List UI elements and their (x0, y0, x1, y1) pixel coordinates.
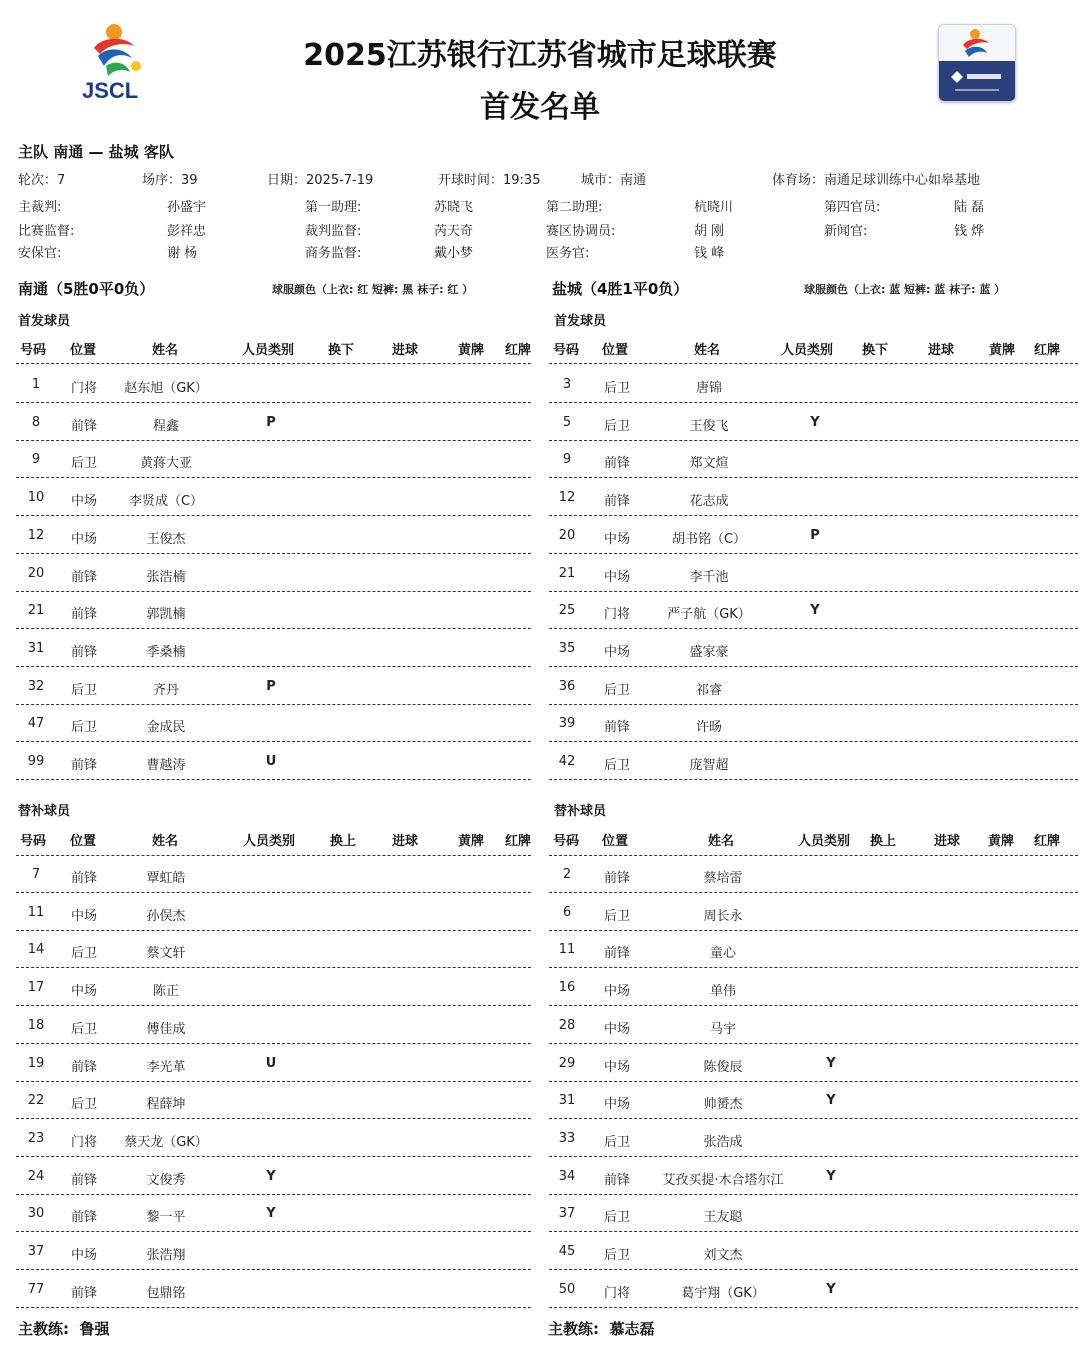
bank-logo-icon (939, 61, 1015, 101)
player-name: 郑文煊 (689, 456, 729, 472)
page-header (0, 0, 1080, 130)
player-number: 12 (27, 527, 45, 543)
row-divider (549, 591, 1078, 592)
player-number: 99 (27, 754, 45, 769)
row-divider (16, 553, 531, 554)
away-subs-label: 替补球员 (554, 804, 607, 819)
player-position: 前锋 (70, 607, 98, 623)
column-header: 红牌 (1034, 343, 1061, 358)
date-info: 日期：2025-7-19 (267, 173, 374, 188)
official-role-label: 赛区协调员: (546, 224, 616, 239)
player-category: Y (826, 1093, 836, 1109)
player-name: 许旸 (695, 720, 723, 736)
player-name: 李千池 (689, 569, 729, 585)
player-name: 蔡培雷 (703, 871, 743, 886)
player-number: 8 (31, 414, 41, 430)
player-name: 祁睿 (695, 682, 723, 698)
player-name: 帅赟杰 (703, 1097, 743, 1113)
column-header: 位置 (70, 834, 97, 849)
player-name: 王友聪 (703, 1210, 743, 1226)
player-name: 童心 (709, 946, 737, 962)
city-info: 城市：南通 (581, 173, 647, 188)
player-name: 蔡天龙（GK） (124, 1134, 208, 1150)
row-divider (16, 440, 531, 441)
player-name: 李光革 (146, 1059, 186, 1075)
row-divider (16, 1043, 531, 1044)
player-position: 后卫 (70, 1097, 98, 1113)
player-name: 葛宇翔（GK） (681, 1285, 765, 1301)
row-divider (549, 1081, 1078, 1082)
row-divider (16, 1081, 531, 1082)
player-number: 7 (31, 867, 41, 882)
player-name: 孙俣杰 (146, 908, 186, 924)
official-name: 杭晓川 (694, 200, 734, 215)
player-position: 中场 (70, 531, 98, 547)
player-number: 11 (27, 904, 45, 920)
column-header: 换下 (328, 343, 355, 358)
official-name: 孙盛宇 (167, 200, 207, 215)
player-name: 陈俊辰 (703, 1059, 743, 1075)
row-divider (16, 402, 531, 403)
row-divider (549, 741, 1078, 742)
column-header: 进球 (392, 343, 419, 358)
player-name: 刘文杰 (703, 1248, 743, 1263)
row-divider (16, 704, 531, 705)
official-name: 钱 烨 (954, 224, 985, 239)
player-position: 前锋 (70, 758, 98, 773)
home-team-title: 南通（5胜0平0负） (18, 280, 155, 298)
player-position: 后卫 (70, 1021, 98, 1037)
player-name: 严子航（GK） (667, 607, 751, 623)
player-position: 前锋 (603, 720, 631, 736)
header-divider (16, 363, 531, 364)
player-position: 后卫 (603, 381, 631, 396)
player-number: 50 (558, 1281, 576, 1297)
player-category: U (265, 754, 277, 769)
player-name: 曹越涛 (146, 758, 186, 773)
player-name: 文俊秀 (146, 1172, 186, 1188)
row-divider (549, 666, 1078, 667)
column-header: 换上 (870, 834, 897, 849)
header-divider (549, 363, 1078, 364)
row-divider (549, 779, 1078, 780)
column-header: 号码 (553, 343, 580, 358)
player-position: 前锋 (603, 871, 631, 886)
header-divider (549, 855, 1078, 856)
player-number: 32 (27, 678, 45, 694)
official-name: 苏晓飞 (434, 200, 474, 215)
player-number: 35 (558, 640, 576, 656)
column-header: 姓名 (694, 343, 721, 358)
official-role-label: 安保官: (18, 246, 62, 261)
player-number: 19 (27, 1055, 45, 1071)
player-number: 37 (558, 1206, 576, 1222)
player-position: 后卫 (603, 758, 631, 773)
column-header: 红牌 (505, 343, 532, 358)
player-number: 22 (27, 1093, 45, 1109)
row-divider (549, 1118, 1078, 1119)
column-header: 姓名 (708, 834, 735, 849)
player-name: 王俊杰 (146, 531, 186, 547)
player-name: 胡书铭（C） (671, 531, 747, 547)
row-divider (16, 628, 531, 629)
row-divider (549, 1005, 1078, 1006)
row-divider (16, 591, 531, 592)
round-info: 轮次：7 (18, 173, 66, 188)
player-number: 9 (31, 452, 41, 468)
column-header: 换下 (862, 343, 889, 358)
player-number: 20 (27, 565, 45, 581)
official-name: 钱 峰 (694, 246, 725, 261)
player-position: 中场 (603, 569, 631, 585)
row-divider (16, 477, 531, 478)
column-header: 红牌 (1034, 834, 1061, 849)
player-name: 蔡文轩 (146, 946, 186, 962)
player-name: 盛家豪 (689, 644, 729, 660)
row-divider (549, 1194, 1078, 1195)
player-position: 后卫 (603, 1134, 631, 1150)
away-coach-label: 主教练: (548, 1320, 599, 1338)
column-header: 人员类别 (798, 834, 851, 849)
player-number: 12 (558, 490, 576, 506)
player-name: 季桑楠 (146, 644, 186, 660)
player-position: 中场 (70, 984, 98, 1000)
player-position: 中场 (603, 984, 631, 1000)
official-role-label: 商务监督: (305, 246, 362, 261)
player-number: 25 (558, 603, 576, 619)
player-name: 黎一平 (146, 1210, 186, 1226)
player-position: 后卫 (70, 682, 98, 698)
row-divider (16, 1118, 531, 1119)
player-name: 庞智超 (689, 758, 729, 773)
official-name: 芮天奇 (434, 224, 474, 239)
official-name: 陆 磊 (954, 200, 985, 215)
row-divider (549, 1043, 1078, 1044)
official-role-label: 第二助理: (546, 200, 603, 215)
row-divider (16, 1005, 531, 1006)
player-position: 中场 (70, 1248, 98, 1263)
player-category: Y (810, 414, 820, 430)
row-divider (16, 515, 531, 516)
row-divider (549, 892, 1078, 893)
official-name: 胡 刚 (694, 224, 725, 239)
row-divider (549, 628, 1078, 629)
player-number: 47 (27, 716, 45, 732)
player-category: Y (826, 1281, 836, 1297)
official-role-label: 比赛监督: (18, 224, 75, 239)
player-name: 唐锦 (695, 381, 723, 396)
player-number: 2 (562, 867, 572, 882)
player-number: 33 (558, 1130, 576, 1146)
stadium-info: 体育场：南通足球训练中心如皋基地 (772, 173, 981, 188)
player-number: 28 (558, 1017, 576, 1033)
column-header: 人员类别 (242, 343, 295, 358)
player-number: 9 (562, 452, 572, 468)
player-position: 后卫 (603, 1248, 631, 1263)
player-name: 齐丹 (152, 682, 180, 698)
column-header: 红牌 (505, 834, 532, 849)
player-number: 21 (27, 603, 45, 619)
row-divider (16, 930, 531, 931)
row-divider (549, 440, 1078, 441)
player-number: 17 (27, 980, 45, 996)
row-divider (16, 1156, 531, 1157)
player-position: 后卫 (70, 720, 98, 736)
official-role-label: 第一助理: (305, 200, 362, 215)
player-position: 后卫 (70, 456, 98, 472)
player-category: Y (826, 1168, 836, 1184)
row-divider (16, 1231, 531, 1232)
row-divider (549, 1156, 1078, 1157)
row-divider (549, 1231, 1078, 1232)
player-position: 前锋 (603, 1172, 631, 1188)
player-position: 门将 (70, 1134, 98, 1150)
player-name: 马宇 (709, 1021, 737, 1037)
player-name: 傅佳成 (146, 1021, 186, 1037)
player-position: 中场 (603, 1021, 631, 1037)
player-number: 1 (31, 377, 41, 392)
match-number-info: 场序：39 (142, 173, 198, 188)
player-position: 前锋 (603, 494, 631, 510)
home-starters-label: 首发球员 (18, 314, 71, 329)
player-position: 前锋 (70, 1059, 98, 1075)
official-role-label: 医务官: (546, 246, 590, 261)
player-number: 10 (27, 490, 45, 506)
player-position: 前锋 (70, 1172, 98, 1188)
player-number: 16 (558, 980, 576, 996)
player-category: Y (810, 603, 820, 619)
away-coach (548, 1318, 654, 1339)
player-number: 34 (558, 1168, 576, 1184)
row-divider (549, 967, 1078, 968)
player-name: 黄蒋大亚 (139, 456, 193, 472)
player-name: 程薛坤 (146, 1097, 186, 1113)
row-divider (16, 892, 531, 893)
player-position: 门将 (603, 1285, 631, 1301)
player-number: 39 (558, 716, 576, 732)
row-divider (549, 477, 1078, 478)
player-name: 花志成 (689, 494, 729, 510)
player-category: P (810, 527, 820, 543)
player-name: 包鼎铭 (146, 1285, 186, 1301)
row-divider (549, 704, 1078, 705)
player-position: 前锋 (70, 1210, 98, 1226)
page-subtitle: 首发名单 (480, 90, 600, 125)
player-number: 30 (27, 1206, 45, 1222)
player-category: P (266, 414, 276, 430)
official-name: 戴小梦 (434, 246, 474, 261)
column-header: 黄牌 (989, 343, 1016, 358)
official-role-label: 新闻官: (824, 224, 868, 239)
column-header: 位置 (602, 343, 629, 358)
player-name: 程鑫 (152, 418, 180, 434)
kickoff-info: 开球时间：19:35 (438, 173, 541, 188)
official-name: 谢 杨 (167, 246, 198, 261)
player-position: 门将 (70, 381, 98, 396)
column-header: 进球 (934, 834, 961, 849)
away-team-title: 盐城（4胜1平0负） (552, 280, 689, 298)
row-divider (16, 967, 531, 968)
row-divider (549, 1269, 1078, 1270)
column-header: 换上 (330, 834, 357, 849)
player-number: 11 (558, 942, 576, 958)
player-name: 艾孜买提·木合塔尔江 (662, 1172, 784, 1188)
row-divider (16, 1307, 531, 1308)
away-kit-colors: 球服颜色（上衣: 蓝 短裤: 蓝 袜子: 蓝 ） (804, 283, 1006, 296)
player-position: 中场 (70, 494, 98, 510)
sponsor-mascot-icon (939, 25, 1015, 61)
home-subs-label: 替补球员 (18, 804, 71, 819)
player-position: 后卫 (70, 946, 98, 962)
player-number: 3 (562, 377, 572, 392)
player-name: 金成民 (146, 720, 186, 736)
player-number: 21 (558, 565, 576, 581)
player-position: 前锋 (70, 418, 98, 434)
player-number: 31 (558, 1093, 576, 1109)
column-header: 进球 (392, 834, 419, 849)
player-name: 覃虹皓 (146, 871, 186, 886)
player-position: 前锋 (603, 946, 631, 962)
away-coach-name: 慕志磊 (609, 1320, 655, 1338)
player-position: 门将 (603, 607, 631, 623)
column-header: 号码 (20, 834, 47, 849)
player-name: 赵东旭（GK） (124, 381, 208, 396)
header-divider (16, 855, 531, 856)
player-number: 36 (558, 678, 576, 694)
player-number: 18 (27, 1017, 45, 1033)
home-coach (18, 1318, 109, 1339)
column-header: 人员类别 (243, 834, 296, 849)
official-role-label: 主裁判: (18, 200, 62, 215)
player-position: 后卫 (603, 1210, 631, 1226)
logo-text: JSCL (82, 78, 139, 103)
player-position: 中场 (70, 908, 98, 924)
player-position: 后卫 (603, 682, 631, 698)
player-category: U (265, 1055, 277, 1071)
column-header: 黄牌 (458, 343, 485, 358)
player-number: 45 (558, 1244, 576, 1259)
player-name: 王俊飞 (689, 418, 729, 434)
row-divider (549, 1307, 1078, 1308)
player-name: 张浩楠 (146, 569, 186, 585)
player-position: 前锋 (70, 1285, 98, 1301)
player-position: 前锋 (70, 569, 98, 585)
player-position: 中场 (603, 644, 631, 660)
column-header: 姓名 (152, 834, 179, 849)
column-header: 人员类别 (781, 343, 834, 358)
sponsor-logo-badge (938, 24, 1016, 102)
player-category: Y (266, 1168, 276, 1184)
player-number: 31 (27, 640, 45, 656)
player-name: 郭凯楠 (146, 607, 186, 623)
player-category: Y (826, 1055, 836, 1071)
row-divider (549, 553, 1078, 554)
player-number: 14 (27, 942, 45, 958)
player-name: 李贤成（C） (128, 494, 204, 510)
row-divider (16, 666, 531, 667)
match-teams-line: 主队 南通 — 盐城 客队 (18, 143, 174, 161)
player-number: 37 (27, 1244, 45, 1259)
column-header: 号码 (20, 343, 47, 358)
official-role-label: 裁判监督: (305, 224, 362, 239)
player-number: 23 (27, 1130, 45, 1146)
player-position: 前锋 (70, 871, 98, 886)
player-position: 前锋 (70, 644, 98, 660)
player-number: 42 (558, 754, 576, 769)
official-role-label: 第四官员: (824, 200, 881, 215)
row-divider (16, 1269, 531, 1270)
row-divider (16, 779, 531, 780)
player-position: 中场 (603, 531, 631, 547)
player-number: 24 (27, 1168, 45, 1184)
player-position: 中场 (603, 1059, 631, 1075)
row-divider (549, 515, 1078, 516)
column-header: 位置 (602, 834, 629, 849)
player-name: 陈正 (152, 984, 180, 1000)
player-category: P (266, 678, 276, 694)
official-name: 彭祥忠 (167, 224, 207, 239)
row-divider (16, 1194, 531, 1195)
row-divider (549, 402, 1078, 403)
column-header: 进球 (928, 343, 955, 358)
column-header: 黄牌 (988, 834, 1015, 849)
away-starters-label: 首发球员 (554, 314, 607, 329)
home-coach-label: 主教练: (18, 1320, 69, 1338)
player-name: 张浩翔 (146, 1248, 186, 1263)
player-number: 5 (562, 414, 572, 430)
player-name: 单伟 (709, 984, 737, 1000)
home-coach-name: 鲁强 (79, 1320, 110, 1338)
player-category: Y (266, 1206, 276, 1222)
player-name: 张浩成 (703, 1134, 743, 1150)
row-divider (549, 930, 1078, 931)
player-number: 77 (27, 1281, 45, 1297)
player-number: 20 (558, 527, 576, 543)
player-position: 前锋 (603, 456, 631, 472)
player-position: 后卫 (603, 908, 631, 924)
player-position: 中场 (603, 1097, 631, 1113)
page-title: 2025江苏银行江苏省城市足球联赛 (303, 38, 777, 73)
player-name: 周长永 (703, 908, 743, 924)
column-header: 黄牌 (458, 834, 485, 849)
player-number: 29 (558, 1055, 576, 1071)
column-header: 位置 (70, 343, 97, 358)
row-divider (16, 741, 531, 742)
home-kit-colors: 球服颜色（上衣: 红 短裤: 黑 袜子: 红 ） (272, 283, 474, 296)
player-number: 6 (562, 904, 572, 920)
column-header: 姓名 (152, 343, 179, 358)
player-position: 后卫 (603, 418, 631, 434)
column-header: 号码 (553, 834, 580, 849)
